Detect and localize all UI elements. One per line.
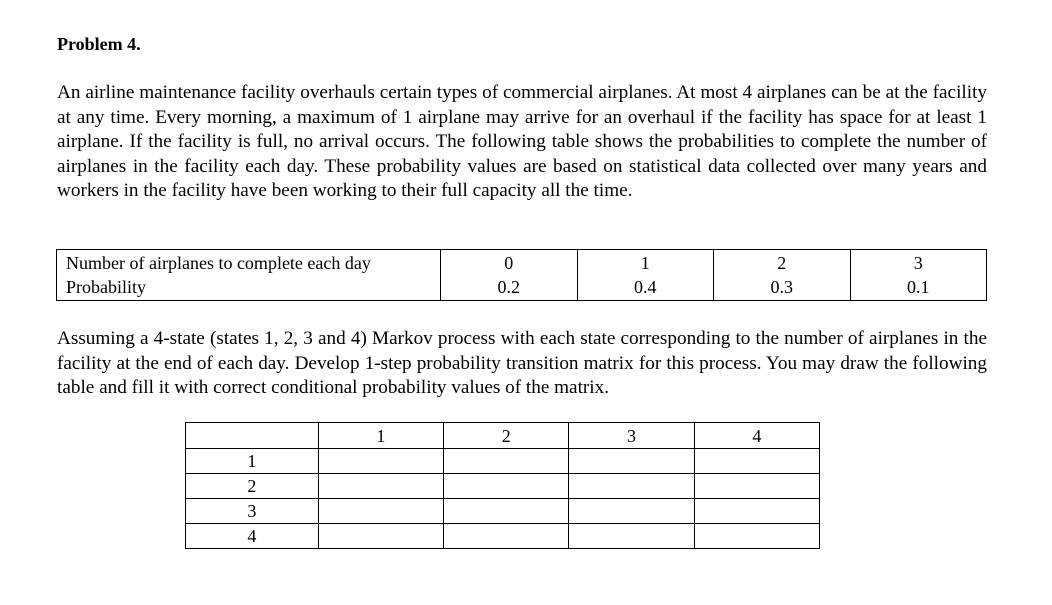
matrix-col-header-3: 3 xyxy=(569,423,694,449)
matrix-col-header-1: 1 xyxy=(318,423,443,449)
matrix-cell xyxy=(444,524,569,549)
matrix-cell xyxy=(318,474,443,499)
matrix-col-header-4: 4 xyxy=(694,423,819,449)
matrix-header-row xyxy=(186,423,820,449)
matrix-cell xyxy=(444,449,569,474)
matrix-cell xyxy=(694,449,819,474)
matrix-row-header-4: 4 xyxy=(186,524,319,549)
matrix-cell xyxy=(694,474,819,499)
matrix-cell xyxy=(318,524,443,549)
matrix-cell xyxy=(694,524,819,549)
matrix-cell xyxy=(569,524,694,549)
count-cell-0: 0 xyxy=(441,250,578,277)
matrix-row-header-2: 2 xyxy=(186,474,319,499)
count-cell-2: 2 xyxy=(714,250,851,277)
matrix-row-2 xyxy=(186,474,820,499)
count-cell-3: 3 xyxy=(850,250,987,277)
prob-cell-2: 0.3 xyxy=(714,276,851,301)
matrix-row-3 xyxy=(186,499,820,524)
prob-cell-3: 0.1 xyxy=(850,276,987,301)
probability-table xyxy=(56,249,987,301)
problem-title: Problem 4. xyxy=(57,34,141,54)
matrix-row-header-3: 3 xyxy=(186,499,319,524)
matrix-row-4 xyxy=(186,524,820,549)
count-cell-1: 1 xyxy=(577,250,714,277)
matrix-cell xyxy=(444,474,569,499)
table-row-counts xyxy=(57,250,987,277)
matrix-cell xyxy=(569,449,694,474)
prob-cell-1: 0.4 xyxy=(577,276,714,301)
matrix-cell xyxy=(444,499,569,524)
matrix-corner-cell xyxy=(186,423,319,449)
transition-matrix-table xyxy=(185,422,820,549)
matrix-cell xyxy=(318,499,443,524)
problem-question-paragraph: Assuming a 4-state (states 1, 2, 3 and 4) Markov process with each state corresponding to the number of airplanes in the facility at the end of each day. Develop 1-step probability transition matrix for this process. You may draw the following table and fill it with correct conditional probability values of the matrix. xyxy=(57,328,987,398)
matrix-row-1 xyxy=(186,449,820,474)
table-row-probabilities xyxy=(57,276,987,301)
row-label-count: Number of airplanes to complete each day xyxy=(57,250,441,277)
row-label-probability: Probability xyxy=(57,276,441,301)
matrix-cell xyxy=(569,474,694,499)
matrix-cell xyxy=(694,499,819,524)
matrix-col-header-2: 2 xyxy=(444,423,569,449)
prob-cell-0: 0.2 xyxy=(441,276,578,301)
problem-intro-paragraph: An airline maintenance facility overhauls certain types of commercial airplanes. At most 4 airplanes can be at the facility at any time. Every morning, a maximum of 1 airplane may arrive for an overhaul if the facility has space for at least 1 airplane. If the facility is full, no arrival occurs. The following table shows the probabilities to complete the number of airplanes in the facility each day. These probability values are based on statistical data collected over many years and workers in the facility have been working to their full capacity all the time. xyxy=(57,82,987,201)
matrix-row-header-1: 1 xyxy=(186,449,319,474)
matrix-cell xyxy=(569,499,694,524)
matrix-cell xyxy=(318,449,443,474)
